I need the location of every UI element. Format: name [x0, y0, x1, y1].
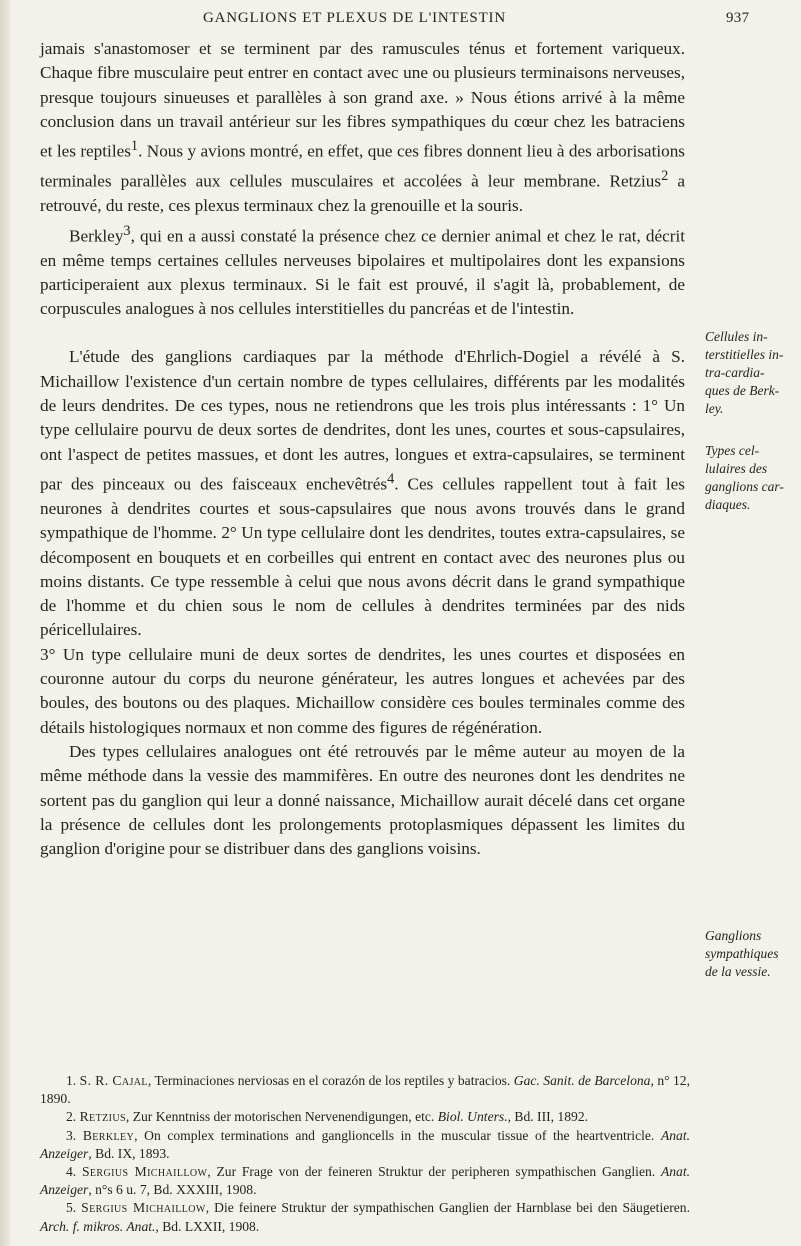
page-spine-shadow: [0, 0, 10, 1246]
sidenote-types-cellulaires: Types cel- lulaires des ganglions car- diaques.: [705, 443, 784, 512]
footnote-ref-3[interactable]: 3: [123, 222, 131, 239]
footnote-1: 1. S. R. Cajal, Terminaciones nerviosas en el corazón de los reptiles y batracios. Gac. Sanit. de Barcelona, n° 12, 1890.: [40, 1073, 691, 1107]
running-title: GANGLIONS ET PLEXUS DE L'INTESTIN: [203, 10, 506, 26]
paragraph-3: L'étude des ganglions cardiaques par la méthode d'Ehrlich-Dogiel a révélé à S. Michaillow l'existence d'un certain nombre de types cellulaires, différents par les modalités de leurs dendrites. De ces types, nous ne retiendrons que les trois plus intéressants : 1° Un type cellulaire pourvu de deux sortes de dendrites, dont les unes, courtes et sous-capsulaires, ont l'aspect de petites massues, et dont les autres, longues et extra-capsulaires, se terminent par des pinceaux ou des faisceaux enchevêtrés$^4$. Ces cellules rappellent tout à fait les neurones à dendrites courtes et sous-capsulaires que nous avons trouvés dans le grand sympathique de l'homme. 2° Un type cellulaire dont les dendrites, toutes extra-capsulaires, se décomposent en bouquets et en corbeilles qui entrent en contact avec des neurones plus ou moins distants. Ce type ressemble à celui que nous avons décrit dans le grand sympathique de l'homme et du chien sous le nom de cellules à dendrites terminées par des nids péricellulaires.: [40, 347, 685, 640]
footnote-ref-2[interactable]: 2: [661, 168, 669, 185]
footnote-2: 2. Retzius, Zur Kenntniss der motorischen Nervenendigungen, etc. Biol. Unters., Bd. III, 1892.: [66, 1109, 589, 1125]
main-text: [40, 37, 685, 861]
paragraph-5: Des types cellulaires analogues ont été retrouvés par le même auteur au moyen de la même méthode dans la vessie des mammifères. En outre des neurones dont les dendrites ne sortent pas du ganglion qui leur a donné naissance, Michaillow aurait décelé dans cet organe la présence de cellules dont les prolongements protoplasmiques dépassent les limites du ganglion d'origine pour se distribuer dans des ganglions voisins.: [40, 741, 685, 859]
sidenote-cellules-interstitielles: Cellules in- terstitielles in- tra-cardia- ques de Berk- ley.: [705, 329, 784, 416]
sidenote-ganglions-vessie: Ganglions sympathiques de la vessie.: [705, 928, 779, 979]
footnote-5: 5. Sergius Michaillow, Die feinere Struktur der sympathischen Ganglien der Harnblase bei den Säugetieren. Arch. f. mikros. Anat., Bd. LXXII, 1908.: [40, 1200, 691, 1234]
footnote-ref-4[interactable]: 4: [387, 470, 395, 487]
footnote-3: 3. Berkley, On complex terminations and ganglioncells in the muscular tissue of the heartventricle. Anat. Anzeiger, Bd. IX, 1893.: [40, 1127, 691, 1161]
paragraph-2: Berkley$^3$, qui en a aussi constaté la présence chez ce dernier animal et chez le rat, décrit en même temps certaines cellules nerveuses bipolaires et multipolaires dont les expansions participeraient aux plexus terminaux. Si le fait est prouvé, il s'agit là, probablement, de corpuscules analogues à nos cellules interstitielles du pancréas et de l'intestin.: [40, 222, 685, 319]
page-number: 937: [726, 10, 750, 26]
footnote-ref-1[interactable]: 1: [130, 138, 139, 155]
page-header: [0, 10, 801, 34]
footnotes: [40, 1072, 690, 1236]
paragraph-4: 3° Un type cellulaire muni de deux sortes de dendrites, les unes courtes et disposées en couronne autour du corps du neurone générateur, les autres longues et achevées par des boules, des boutons ou des plaques. Michaillow considère ces boules terminales comme des détails histologiques normaux et non comme des figures de régénération.: [40, 644, 685, 737]
footnote-4: 4. Sergius Michaillow, Zur Frage von der feineren Struktur der peripheren sympathischen Ganglien. Anat. Anzeiger, n°s 6 u. 7, Bd. XXXIII, 1908.: [40, 1164, 691, 1198]
paragraph-1: jamais s'anastomoser et se terminent par des ramuscules ténus et fortement variqueux. Chaque fibre musculaire peut entrer en contact avec une ou plusieurs terminaisons nerveuses, presque toujours sinueuses et parallèles à son grand axe. » Nous étions arrivé à la même conclusion dans un travail antérieur sur les fibres sympathiques du cœur chez les batraciens et les reptiles$^1$. Nous y avions montré, en effet, que ces fibres donnent lieu à des arborisations terminales parallèles aux cellules musculaires et accolées à leur membrane. Retzius$^2$ a retrouvé, du reste, ces plexus terminaux chez la grenouille et la souris.: [40, 39, 685, 216]
